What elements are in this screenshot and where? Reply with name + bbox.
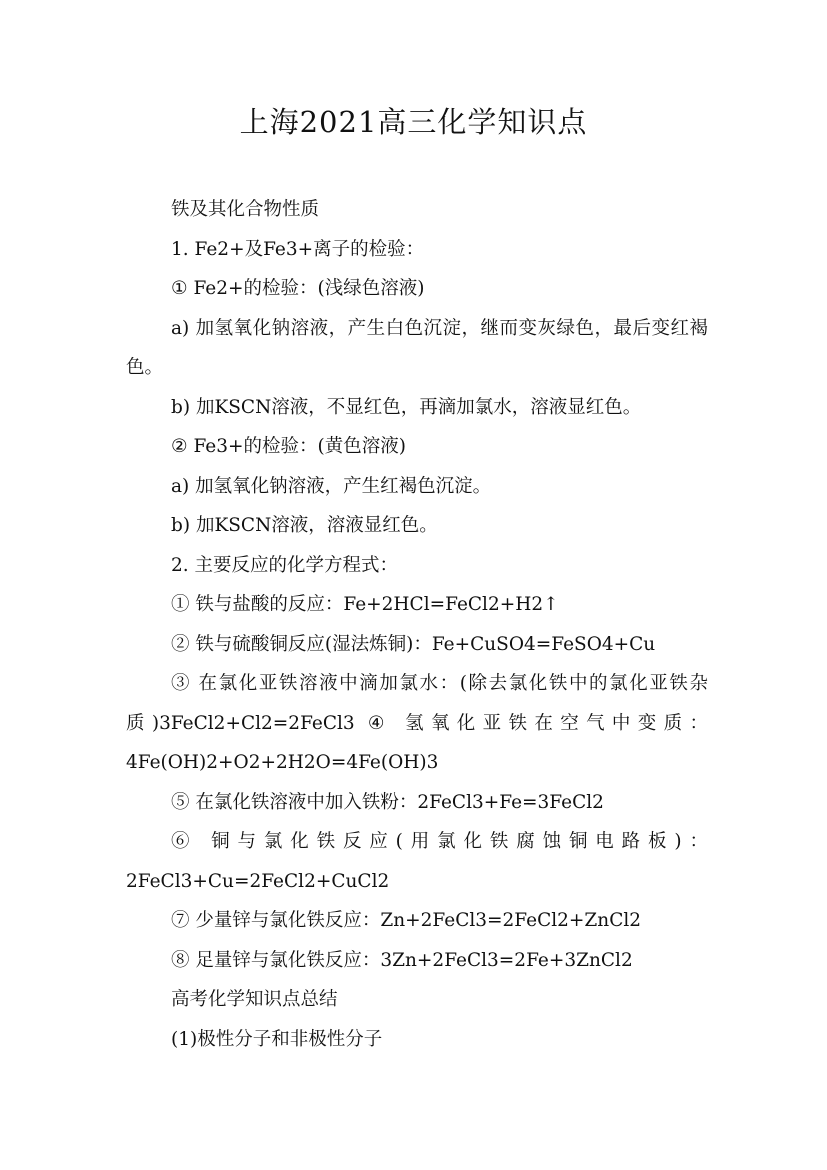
section-heading-summary: 高考化学知识点总结: [171, 989, 338, 1010]
item-fe2-test: ① Fe2+的检验：(浅绿色溶液): [171, 278, 425, 299]
equation-5: ⑤ 在氯化铁溶液中加入铁粉：2FeCl3+Fe=3FeCl2: [171, 791, 604, 813]
item-fe2-test-a: a) 加氢氧化钠溶液，产生白色沉淀，继而变灰绿色，最后变红褐色。: [126, 317, 708, 378]
item-polar-molecules: (1)极性分子和非极性分子: [171, 1028, 383, 1050]
equation-1: ① 铁与盐酸的反应：Fe+2HCl=FeCl2+H2↑: [171, 594, 559, 615]
item-ion-test-heading: 1. Fe2+及Fe3+离子的检验：: [171, 238, 425, 260]
equation-6: ⑥ 铜与氯化铁反应(用氯化铁腐蚀铜电路板)：2FeCl3+Cu=2FeCl2+CuCl2: [126, 831, 708, 892]
item-fe2-test-b: b) 加KSCN溶液，不显红色，再滴加氯水，溶液显红色。: [171, 396, 642, 418]
item-fe3-test: ② Fe3+的检验：(黄色溶液): [171, 436, 406, 457]
item-fe3-test-a: a) 加氢氧化钠溶液，产生红褐色沉淀。: [171, 475, 492, 497]
equation-2: ② 铁与硫酸铜反应(湿法炼铜)：Fe+CuSO4=FeSO4+Cu: [171, 633, 656, 655]
equation-7: ⑦ 少量锌与氯化铁反应：Zn+2FeCl3=2FeCl2+ZnCl2: [171, 910, 642, 931]
equation-8: ⑧ 足量锌与氯化铁反应：3Zn+2FeCl3=2Fe+3ZnCl2: [171, 949, 633, 971]
item-fe3-test-b: b) 加KSCN溶液，溶液显红色。: [171, 515, 438, 536]
document-title: 上海2021高三化学知识点: [239, 105, 588, 139]
section-heading-iron: 铁及其化合物性质: [171, 199, 320, 220]
item-equations-heading: 2. 主要反应的化学方程式：: [171, 554, 399, 576]
equation-3-4: ③ 在氯化亚铁溶液中滴加氯水：(除去氯化铁中的氯化亚铁杂质)3FeCl2+Cl2=2FeCl3 ④ 氢氧化亚铁在空气中变质：4Fe(OH)2+O2+2H2O=4Fe(OH)3: [126, 673, 708, 773]
document-body: [126, 190, 708, 1059]
